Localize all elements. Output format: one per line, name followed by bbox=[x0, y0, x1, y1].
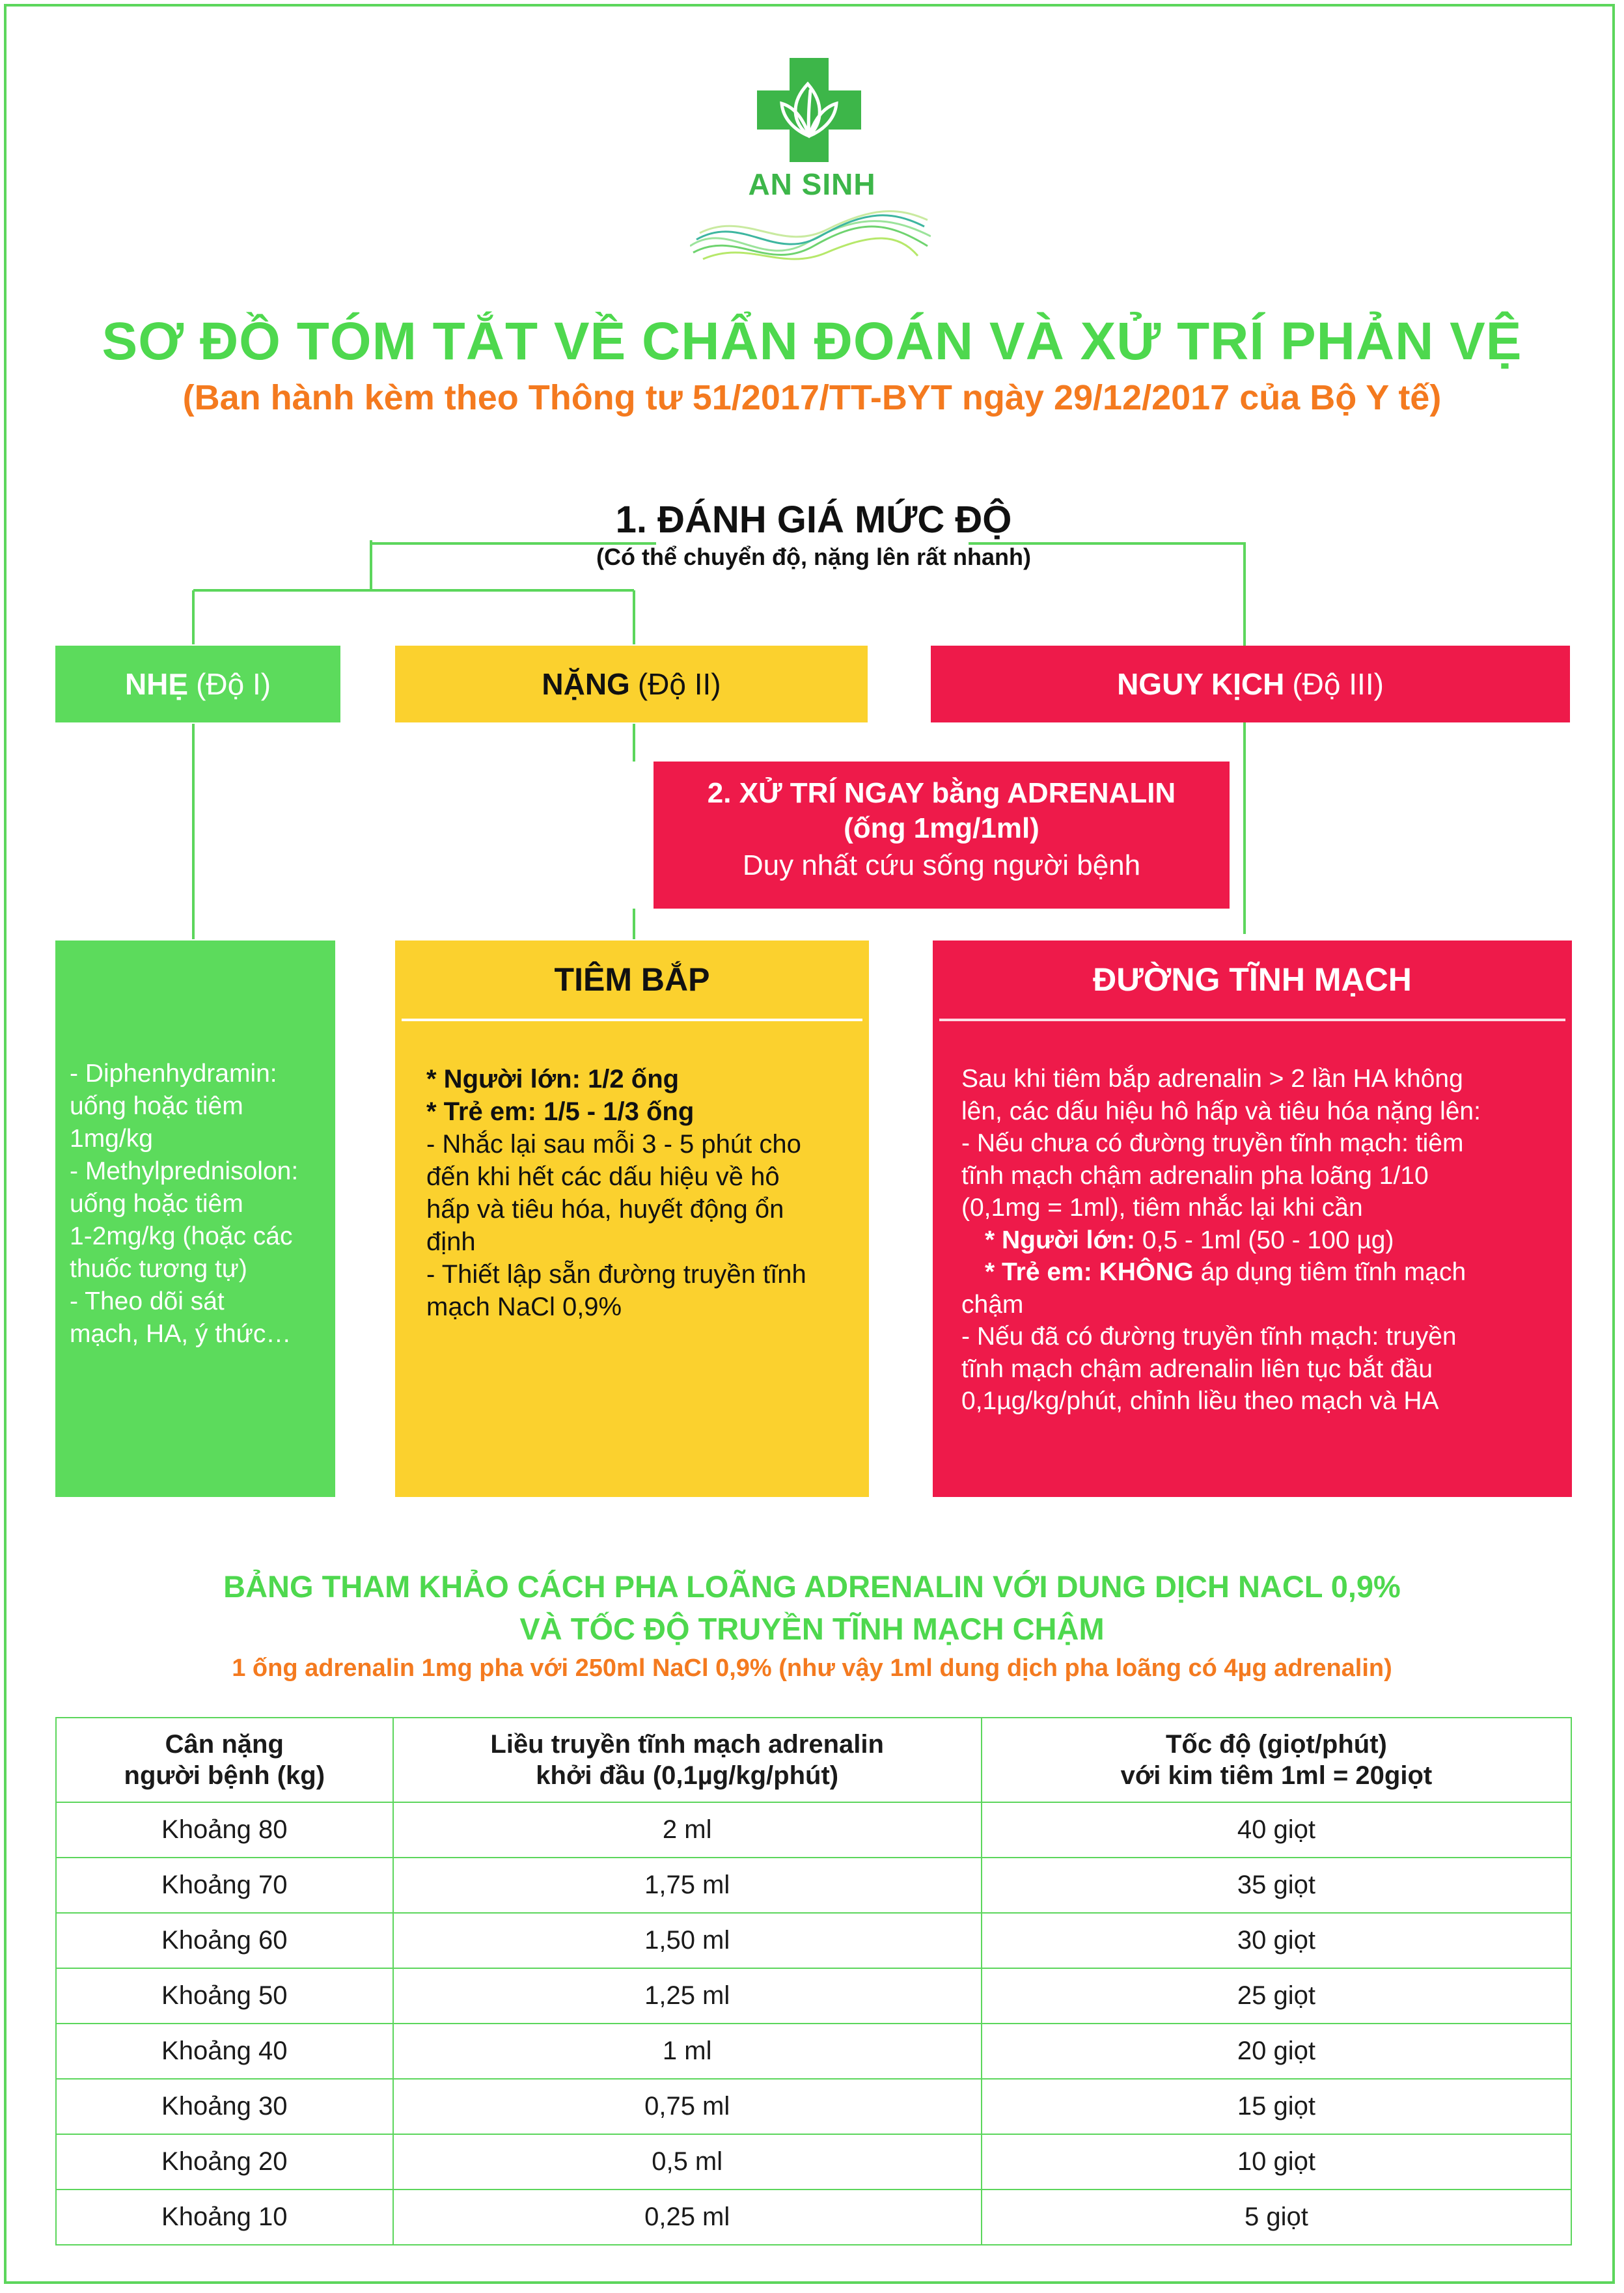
iv-line: tĩnh mạch chậm adrenalin pha loãng 1/10 bbox=[961, 1161, 1429, 1190]
table-row bbox=[56, 2079, 1571, 2134]
intravenous-title: ĐƯỜNG TĨNH MẠCH bbox=[939, 941, 1565, 1021]
im-adult-dose: * Người lớn: 1/2 ống bbox=[426, 1065, 680, 1093]
cell-dose: 1,75 ml bbox=[393, 1858, 982, 1913]
cell-rate: 15 giọt bbox=[982, 2079, 1571, 2134]
mild-line: - Theo dõi sát bbox=[70, 1287, 225, 1315]
level-critical bbox=[931, 646, 1570, 722]
page-subtitle: (Ban hành kèm theo Thông tư 51/2017/TT-BYT ngày 29/12/2017 của Bộ Y tế) bbox=[182, 378, 1442, 417]
cell-rate: 10 giọt bbox=[982, 2134, 1571, 2190]
iv-child-rest: áp dụng tiêm tĩnh mạch bbox=[1200, 1258, 1466, 1286]
mild-treatment-card bbox=[55, 941, 335, 1497]
cell-rate: 30 giọt bbox=[982, 1913, 1571, 1968]
cell-dose: 0,25 ml bbox=[393, 2190, 982, 2245]
iv-line: chậm bbox=[961, 1290, 1024, 1319]
cell-dose: 1 ml bbox=[393, 2024, 982, 2079]
level-critical-name: NGUY KỊCH bbox=[1117, 667, 1285, 701]
level-severe bbox=[395, 646, 868, 722]
iv-child-strong: KHÔNG bbox=[1099, 1258, 1194, 1286]
table-row bbox=[56, 2134, 1571, 2190]
mild-line: 1-2mg/kg (hoặc các bbox=[70, 1222, 293, 1250]
mild-line: uống hoặc tiêm bbox=[70, 1190, 243, 1218]
reference-note: 1 ống adrenalin 1mg pha với 250ml NaCl 0,9% (như vậy 1ml dung dịch pha loãng có 4µg adrenalin) bbox=[232, 1655, 1392, 1682]
cell-dose: 1,50 ml bbox=[393, 1913, 982, 1968]
table-row bbox=[56, 2190, 1571, 2245]
cell-weight: Khoảng 80 bbox=[56, 1802, 393, 1858]
im-line: mạch NaCl 0,9% bbox=[426, 1293, 622, 1321]
mild-line: thuốc tương tự) bbox=[70, 1255, 247, 1283]
assessment-note: (Có thể chuyển độ, nặng lên rất nhanh) bbox=[596, 543, 1031, 570]
im-line: định bbox=[426, 1228, 476, 1256]
mild-line: - Methylprednisolon: bbox=[70, 1157, 299, 1185]
mild-line: 1mg/kg bbox=[70, 1125, 153, 1153]
urgent-title: 2. XỬ TRÍ NGAY bằng ADRENALIN bbox=[707, 777, 1176, 809]
im-line: - Thiết lập sẵn đường truyền tĩnh bbox=[426, 1260, 806, 1289]
cell-weight: Khoảng 50 bbox=[56, 1968, 393, 2024]
cell-dose: 1,25 ml bbox=[393, 1968, 982, 2024]
table-row bbox=[56, 1802, 1571, 1858]
cell-rate: 40 giọt bbox=[982, 1802, 1571, 1858]
cell-dose: 0,5 ml bbox=[393, 2134, 982, 2190]
iv-line: Sau khi tiêm bắp adrenalin > 2 lần HA không bbox=[961, 1065, 1463, 1093]
table-row bbox=[56, 1913, 1571, 1968]
mild-line: - Diphenhydramin: bbox=[70, 1060, 277, 1088]
cell-rate: 25 giọt bbox=[982, 1968, 1571, 2024]
cell-weight: Khoảng 10 bbox=[56, 2190, 393, 2245]
iv-child-dose bbox=[961, 1256, 1552, 1289]
cell-weight: Khoảng 70 bbox=[56, 1858, 393, 1913]
iv-line: (0,1mg = 1ml), tiêm nhắc lại khi cần bbox=[961, 1194, 1363, 1222]
iv-line: 0,1µg/kg/phút, chỉnh liều theo mạch và HA bbox=[961, 1387, 1439, 1415]
reference-title-line2: VÀ TỐC ĐỘ TRUYỀN TĨNH MẠCH CHẬM bbox=[519, 1612, 1105, 1646]
header-weight: Cân nặng người bệnh (kg) bbox=[56, 1718, 393, 1802]
cell-rate: 5 giọt bbox=[982, 2190, 1571, 2245]
mild-line: mạch, HA, ý thức… bbox=[70, 1320, 292, 1348]
iv-adult-dose bbox=[961, 1224, 1552, 1257]
urgent-adrenalin-box bbox=[654, 762, 1230, 909]
level-severe-grade: (Độ II) bbox=[637, 667, 721, 701]
urgent-note: Duy nhất cứu sống người bệnh bbox=[742, 849, 1141, 881]
im-child-dose: * Trẻ em: 1/5 - 1/3 ống bbox=[426, 1097, 695, 1126]
table-row bbox=[56, 2024, 1571, 2079]
iv-line: tĩnh mạch chậm adrenalin liên tục bắt đầu bbox=[961, 1354, 1433, 1383]
level-critical-grade: (Độ III) bbox=[1292, 667, 1384, 701]
table-row bbox=[56, 1968, 1571, 2024]
iv-adult-label: * Người lớn: bbox=[985, 1226, 1136, 1254]
brand-name: AN SINH bbox=[748, 167, 876, 201]
intramuscular-title: TIÊM BẮP bbox=[402, 941, 862, 1021]
assessment-title: 1. ĐÁNH GIÁ MỨC ĐỘ bbox=[615, 499, 1012, 541]
table-header-row bbox=[56, 1718, 1571, 1802]
header-rate: Tốc độ (giọt/phút) với kim tiêm 1ml = 20giọt bbox=[982, 1718, 1571, 1802]
cell-weight: Khoảng 60 bbox=[56, 1913, 393, 1968]
intramuscular-card bbox=[395, 941, 869, 1497]
cell-weight: Khoảng 40 bbox=[56, 2024, 393, 2079]
mild-line: uống hoặc tiêm bbox=[70, 1092, 243, 1120]
level-mild-name: NHẸ bbox=[124, 667, 189, 701]
cell-rate: 20 giọt bbox=[982, 2024, 1571, 2079]
iv-line: lên, các dấu hiệu hô hấp và tiêu hóa nặng lên: bbox=[961, 1097, 1481, 1125]
iv-line: - Nếu chưa có đường truyền tĩnh mạch: tiêm bbox=[961, 1129, 1464, 1157]
reference-title-line1: BẢNG THAM KHẢO CÁCH PHA LOÃNG ADRENALIN VỚI DUNG DỊCH NACL 0,9% bbox=[223, 1569, 1401, 1604]
level-severe-name: NẶNG bbox=[542, 667, 630, 701]
intravenous-card bbox=[933, 941, 1572, 1497]
iv-adult-value: 0,5 - 1ml (50 - 100 µg) bbox=[1142, 1226, 1394, 1254]
im-line: hấp và tiêu hóa, huyết động ổn bbox=[426, 1195, 784, 1224]
cell-weight: Khoảng 30 bbox=[56, 2079, 393, 2134]
level-mild bbox=[55, 646, 340, 722]
im-line: - Nhắc lại sau mỗi 3 - 5 phút cho bbox=[426, 1130, 801, 1159]
im-line: đến khi hết các dấu hiệu về hô bbox=[426, 1162, 780, 1191]
iv-child-label: * Trẻ em: bbox=[985, 1258, 1092, 1286]
cell-weight: Khoảng 20 bbox=[56, 2134, 393, 2190]
dilution-reference-table bbox=[55, 1717, 1572, 2245]
header-dose: Liều truyền tĩnh mạch adrenalin khởi đầu (0,1µg/kg/phút) bbox=[393, 1718, 982, 1802]
urgent-ampoule: (ống 1mg/1ml) bbox=[844, 812, 1039, 844]
table-row bbox=[56, 1858, 1571, 1913]
level-mild-grade: (Độ I) bbox=[196, 667, 271, 701]
cell-rate: 35 giọt bbox=[982, 1858, 1571, 1913]
iv-line: - Nếu đã có đường truyền tĩnh mạch: truyền bbox=[961, 1323, 1457, 1351]
page-title: SƠ ĐỒ TÓM TẮT VỀ CHẨN ĐOÁN VÀ XỬ TRÍ PHẢN VỆ bbox=[102, 312, 1522, 371]
cell-dose: 0,75 ml bbox=[393, 2079, 982, 2134]
cell-dose: 2 ml bbox=[393, 1802, 982, 1858]
